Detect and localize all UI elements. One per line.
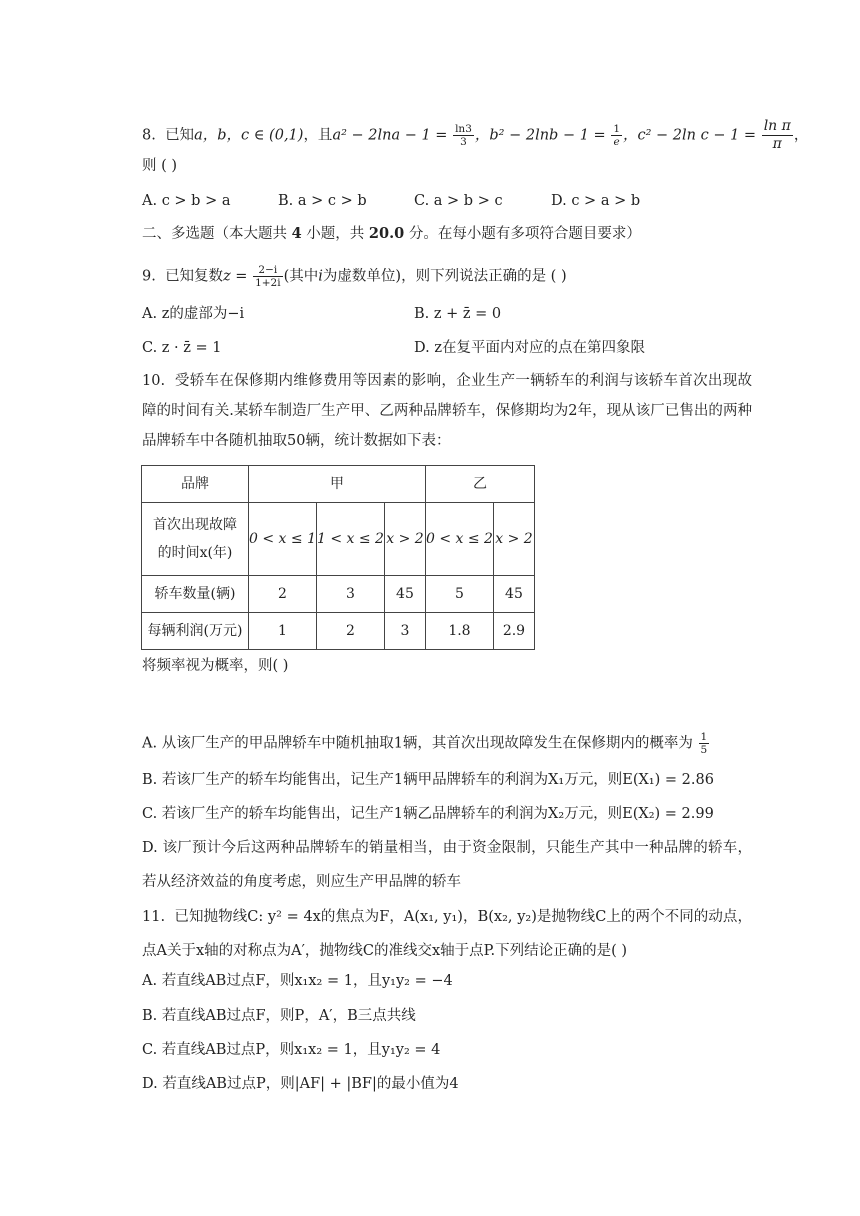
cell-count-5: 45 [493, 576, 534, 613]
cell-count-4: 5 [425, 576, 493, 613]
q11-option-c: C. 若直线AB过点P，则x₁x₂ = 1，且y₁y₂ = 4 [142, 1042, 441, 1058]
section-2-score: 20.0 [368, 225, 405, 242]
q9-option-c: C. z · z̄ = 1 [142, 340, 222, 356]
table-row-brand [142, 466, 535, 503]
q9-i: i [318, 268, 323, 285]
cell-count-label: 轿车数量(辆) [142, 576, 249, 613]
cell-profit-label: 每辆利润(万元) [142, 613, 249, 650]
q11-option-b: B. 若直线AB过点F，则P，A′，B三点共线 [142, 1008, 416, 1024]
table-row-time [142, 503, 535, 576]
cell-brand-label: 品牌 [142, 466, 249, 503]
q11-option-a: A. 若直线AB过点F，则x₁x₂ = 1，且y₁y₂ = −4 [142, 973, 453, 989]
q9-number: 9. [142, 268, 156, 285]
cell-time-label-line2: 的时间x(年) [157, 545, 233, 561]
q11-text: 已知抛物线C: y² = 4x的焦点为F，A(x₁, y₁)，B(x₂, y₂)是抛物线C上的两个不同的动点，点A关于x轴的对称点为A′，抛物线C的准线交x轴于点P.下列结论正确的是( ) [142, 909, 752, 959]
q11-number: 11. [142, 909, 166, 925]
section-2-suffix: 分。在每小题有多项符合题目要求） [404, 226, 641, 242]
q8-eq1-fraction [453, 123, 474, 148]
q8-eq2-left: ，b² − 2lnb − 1 = [474, 127, 606, 144]
q9-z-eq: z = [223, 268, 248, 285]
q11-option-d: D. 若直线AB过点P，则|AF| + |BF|的最小值为4 [142, 1076, 459, 1092]
section-2-heading [142, 224, 641, 244]
q9-option-a: A. z的虚部为−i [142, 306, 245, 322]
q9-text-b: (其中 [283, 268, 319, 285]
q8-eq3-denominator: π [772, 136, 782, 152]
cell-profit-5: 2.9 [493, 613, 534, 650]
q10-number: 10. [142, 373, 166, 389]
q9-line1 [142, 264, 567, 289]
q8-option-d: D. c > a > b [551, 193, 641, 209]
q9-fraction [253, 264, 283, 289]
cell-count-1: 2 [249, 576, 317, 613]
q10-option-a-denominator: 5 [700, 744, 708, 756]
q10-option-b: B. 若该厂生产的轿车均能售出，记生产1辆甲品牌轿车的利润为X₁万元，则E(X₁) = 2.86 [142, 772, 714, 788]
q10-option-a-text: A. 从该厂生产的甲品牌轿车中随机抽取1辆，其首次出现故障发生在保修期内的概率为 [142, 735, 693, 752]
q8-text-a: 已知 [165, 127, 195, 144]
q8-eq1-numerator: ln3 [455, 123, 472, 135]
q10-after-table: 将频率视为概率，则( ) [142, 658, 289, 674]
q8-eq1-denominator: 3 [460, 136, 467, 148]
cell-brand-yi: 乙 [425, 466, 534, 503]
q9-option-b: B. z + z̄ = 0 [414, 306, 502, 322]
q10-text: 受轿车在保修期内维修费用等因素的影响，企业生产一辆轿车的利润与该轿车首次出现故障的时间有关.某轿车制造厂生产甲、乙两种品牌轿车，保修期均为2年，现从该厂已售出的两种品牌轿车中各随机抽取50辆，统计数据如下表： [142, 373, 753, 449]
q10-option-a [142, 731, 710, 756]
cell-range-3: x > 2 [384, 503, 425, 576]
cell-range-2: 1 < x ≤ 2 [316, 503, 384, 576]
q8-eq1-left: a² − 2lna − 1 = [332, 127, 448, 144]
section-2-mid: 小题，共 [301, 226, 369, 242]
cell-count-3: 45 [384, 576, 425, 613]
cell-range-4: 0 < x ≤ 2 [425, 503, 493, 576]
section-2-count: 4 [291, 225, 302, 242]
q11-paragraph [142, 900, 752, 968]
q8-line1 [142, 118, 808, 153]
cell-profit-2: 2 [316, 613, 384, 650]
q9-option-d: D. z在复平面内对应的点在第四象限 [414, 340, 645, 356]
q8-eq3-fraction [762, 118, 793, 153]
q8-line2: 则 ( ) [142, 158, 178, 174]
q10-option-a-fraction [699, 731, 710, 756]
q9-text-a: 已知复数 [165, 268, 224, 285]
cell-profit-3: 3 [384, 613, 425, 650]
cell-brand-jia: 甲 [249, 466, 426, 503]
q10-option-c: C. 若该厂生产的轿车均能售出，记生产1辆乙品牌轿车的利润为X₂万元，则E(X₂) = 2.99 [142, 806, 714, 822]
q8-vars: a，b，c ∈ (0,1) [194, 127, 304, 144]
q9-numerator: 2−i [253, 264, 283, 277]
q8-eq3-numerator: ln π [763, 118, 791, 134]
q10-data-table [141, 465, 535, 650]
q8-text-b: ，且 [303, 127, 333, 144]
q8-number: 8. [142, 127, 156, 144]
q9-text-c: 为虚数单位)，则下列说法正确的是 ( ) [322, 268, 567, 285]
q8-option-a: A. c > b > a [142, 193, 231, 209]
cell-range-1: 0 < x ≤ 1 [249, 503, 317, 576]
q10-option-d: D. 该厂预计今后这两种品牌轿车的销量相当，由于资金限制，只能生产其中一种品牌的轿车，若从经济效益的角度考虑，则应生产甲品牌的轿车 [142, 840, 752, 890]
cell-time-label-line1: 首次出现故障 [153, 517, 237, 533]
q8-eq2-fraction [611, 123, 622, 148]
q8-option-b: B. a > c > b [278, 193, 367, 209]
cell-profit-1: 1 [249, 613, 317, 650]
q9-denominator: 1+2i [255, 277, 281, 289]
q8-option-c: C. a > b > c [414, 193, 503, 209]
cell-profit-4: 1.8 [425, 613, 493, 650]
table-row-count [142, 576, 535, 613]
q10-option-a-numerator: 1 [700, 731, 708, 743]
q8-eq3-left: ，c² − 2ln c − 1 = [623, 127, 757, 144]
cell-count-2: 3 [316, 576, 384, 613]
section-2-prefix: 二、多选题（本大题共 [142, 226, 292, 242]
q8-eq2-denominator: e [613, 136, 620, 148]
q10-paragraph [142, 366, 752, 456]
table-row-profit [142, 613, 535, 650]
cell-time-label [142, 503, 249, 576]
q8-eq2-numerator: 1 [613, 123, 620, 135]
q8-tail: ， [793, 127, 809, 144]
cell-range-5: x > 2 [493, 503, 534, 576]
